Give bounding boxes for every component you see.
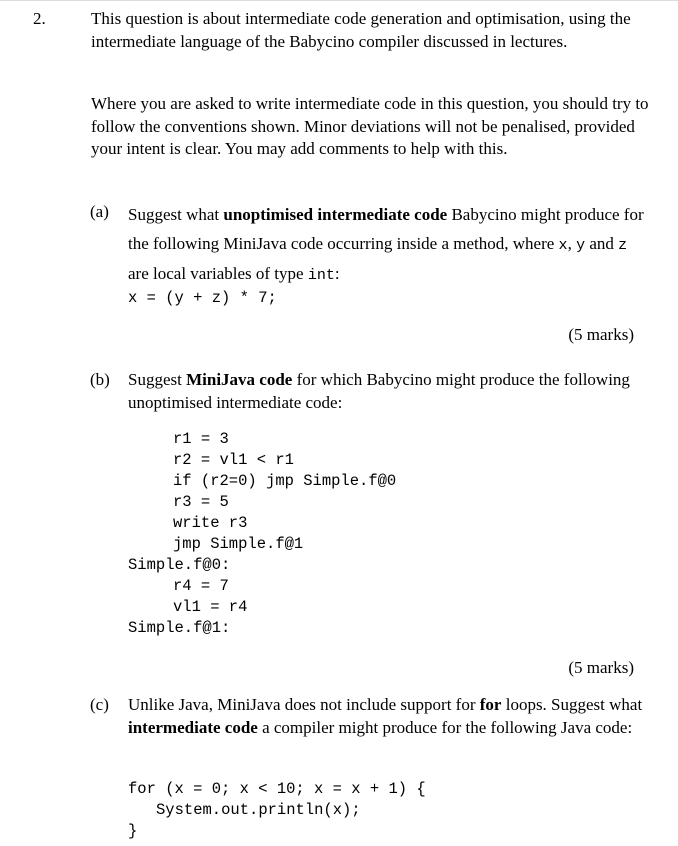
code-line: vl1 = r4 xyxy=(173,598,248,616)
code-line: System.out.println(x); xyxy=(156,801,361,819)
top-rule xyxy=(0,0,678,1)
question-number: 2. xyxy=(33,9,46,28)
code-line: jmp Simple.f@1 xyxy=(173,535,304,553)
code-line: } xyxy=(128,822,138,840)
code-line: r3 = 5 xyxy=(173,493,229,511)
part-b-emphasis: MiniJava code xyxy=(186,370,293,389)
intro-paragraph-1: This question is about intermediate code generation and optimisation, using the intermediate language of the Babycino compiler discussed in lectures. xyxy=(91,9,631,51)
code-line: r2 = vl1 < r1 xyxy=(173,451,294,469)
part-c-emphasis-for: for xyxy=(479,695,502,714)
part-c-label: (c) xyxy=(90,695,109,714)
part-a-marks: (5 marks) xyxy=(568,325,634,344)
part-b-marks: (5 marks) xyxy=(568,658,634,677)
part-a-emphasis: unoptimised intermediate code xyxy=(223,205,448,224)
part-c-emphasis: intermediate code xyxy=(128,717,258,737)
part-c-prompt: Unlike Java, MiniJava does not include support for for loops. Suggest what intermediate code a compiler might produce for the following Java code: xyxy=(128,695,643,737)
code-line: r1 = 3 xyxy=(173,430,229,448)
code-line: if (r2=0) jmp Simple.f@0 xyxy=(173,472,397,490)
code-label: Simple.f@1: xyxy=(128,619,231,637)
var-y: y xyxy=(576,236,586,254)
code-line: for (x = 0; x < 10; x = x + 1) { xyxy=(128,780,426,798)
part-a-prompt: Suggest what unoptimised intermediate code Babycino might produce for the following MiniJava code occurring inside a method, where x, y and z are local variables of type int: xyxy=(128,205,644,284)
code-label: Simple.f@0: xyxy=(128,556,231,574)
part-a-code: x = (y + z) * 7; xyxy=(128,289,277,307)
var-x: x xyxy=(558,236,568,254)
code-line: r4 = 7 xyxy=(173,577,229,595)
var-z: z xyxy=(618,236,628,254)
part-b-label: (b) xyxy=(90,370,110,389)
part-a-label: (a) xyxy=(90,202,109,221)
intro-paragraph-2: Where you are asked to write intermediate code in this question, you should try to follow the conventions shown. Minor deviations will not be penalised, provided your intent is clear. You may add comments to help with this. xyxy=(91,94,649,158)
type-int: int xyxy=(307,267,335,284)
code-line: write r3 xyxy=(173,514,248,532)
part-b-prompt: Suggest MiniJava code for which Babycino might produce the following unoptimised intermediate code: xyxy=(128,370,630,412)
